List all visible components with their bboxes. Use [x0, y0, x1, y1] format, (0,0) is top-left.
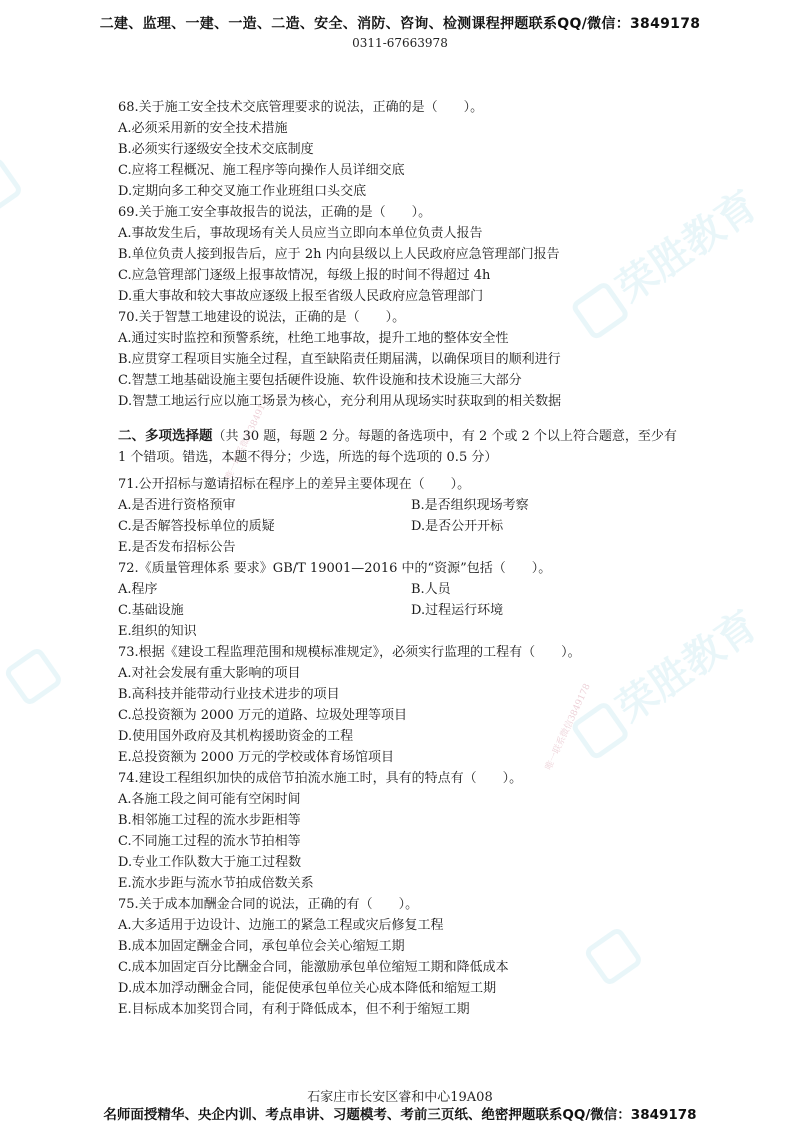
header-promo: 二建、监理、一建、一造、二造、安全、消防、咨询、检测课程押题联系QQ/微信：3849178 — [99, 16, 701, 32]
option: D.定期向多工种交叉施工作业班组口头交底 — [118, 184, 367, 199]
option: C.成本加固定百分比酬金合同，能激励承包单位缩短工期和降低成本 — [118, 960, 509, 975]
question-stem: 68.关于施工安全技术交底管理要求的说法，正确的是（ ）。 — [118, 100, 484, 115]
watermark-side-text: 唯一联系微信3849178 — [543, 682, 593, 772]
option: B.应贯穿工程项目实施全过程，直至缺陷责任期届满，以确保项目的顺利进行 — [118, 352, 561, 367]
option: D.是否公开开标 — [411, 519, 504, 534]
question-stem: 75.关于成本加酬金合同的说法，正确的有（ ）。 — [118, 897, 419, 912]
option: B.成本加固定酬金合同，承包单位会关心缩短工期 — [118, 939, 405, 954]
option: A.事故发生后，事故现场有关人员应当立即向本单位负责人报告 — [118, 226, 483, 241]
option: A.大多适用于边设计、边施工的紧急工程或灾后修复工程 — [118, 918, 444, 933]
option: A.对社会发展有重大影响的项目 — [118, 666, 301, 681]
question-stem: 71.公开招标与邀请招标在程序上的差异主要体现在（ ）。 — [118, 477, 471, 492]
option: A.必须采用新的安全技术措施 — [118, 121, 288, 136]
question-stem: 74.建设工程组织加快的成倍节拍流水施工时，具有的特点有（ ）。 — [118, 771, 523, 786]
option: B.人员 — [411, 582, 451, 597]
option: B.必须实行逐级安全技术交底制度 — [118, 142, 314, 157]
option: E.目标成本加奖罚合同，有利于降低成本，但不利于缩短工期 — [118, 1002, 470, 1017]
option-row — [118, 516, 678, 537]
watermark-logo: 荣胜教育 — [563, 175, 768, 342]
option: A.各施工段之间可能有空闲时间 — [118, 792, 301, 807]
option: B.单位负责人接到报告后，应于 2h 内向县级以上人民政府应急管理部门报告 — [118, 247, 560, 262]
option: E.流水步距与流水节拍成倍数关系 — [118, 876, 314, 891]
option: A.通过实时监控和预警系统，杜绝工地事故，提升工地的整体安全性 — [118, 331, 509, 346]
option-row — [118, 579, 678, 600]
footer-address: 石家庄市长安区睿和中心19A08 — [307, 1090, 493, 1105]
option: A.程序 — [118, 582, 158, 597]
option: D.使用国外政府及其机构援助资金的工程 — [118, 729, 354, 744]
question-stem: 72.《质量管理体系 要求》GB/T 19001—2016 中的“资源”包括（ ）。 — [118, 561, 552, 576]
page-header — [0, 13, 800, 50]
option: A.是否进行资格预审 — [118, 498, 236, 513]
header-phone: 0311-67663978 — [352, 36, 448, 50]
option-row — [118, 495, 678, 516]
option: C.是否解答投标单位的质疑 — [118, 519, 275, 534]
option: E.组织的知识 — [118, 624, 197, 639]
exam-content — [118, 97, 678, 1020]
question-stem: 73.根据《建设工程监理范围和规模标准规定》，必须实行监理的工程有（ ）。 — [118, 645, 581, 660]
section-heading: 二、多项选择题（共 30 题，每题 2 分。每题的备选项中，有 2 个或 2 个以上符合题意，至少有 1 个错项。错选，本题不得分；少选，所选的每个选项的 0.5 分） — [118, 428, 677, 465]
question-stem: 69.关于施工安全事故报告的说法，正确的是（ ）。 — [118, 205, 432, 220]
option: C.应将工程概况、施工程序等向操作人员详细交底 — [118, 163, 405, 178]
option: C.智慧工地基础设施主要包括硬件设施、软件设施和技术设施三大部分 — [118, 373, 522, 388]
option: D.智慧工地运行应以施工场景为核心，充分利用从现场实时获取到的相关数据 — [118, 394, 562, 409]
watermark-side-text: 唯一联系微信3849178 — [223, 392, 273, 482]
option: E.是否发布招标公告 — [118, 540, 236, 555]
option: D.重大事故和较大事故应逐级上报至省级人民政府应急管理部门 — [118, 289, 484, 304]
footer-slogan: 名师面授精华、央企内训、考点串讲、习题模考、考前三页纸、绝密押题联系QQ/微信：3849178 — [103, 1107, 697, 1123]
option-row — [118, 600, 678, 621]
option: B.是否组织现场考察 — [411, 498, 529, 513]
option: C.基础设施 — [118, 603, 184, 618]
option: D.成本加浮动酬金合同，能促使承包单位关心成本降低和缩短工期 — [118, 981, 497, 996]
option: D.专业工作队数大于施工过程数 — [118, 855, 302, 870]
watermark-logo: 荣胜教育 — [563, 595, 768, 762]
option: D.过程运行环境 — [411, 603, 504, 618]
option: C.应急管理部门逐级上报事故情况，每级上报的时间不得超过 4h — [118, 268, 491, 283]
watermark-logo — [1, 640, 69, 707]
option: E.总投资额为 2000 万元的学校或体育场馆项目 — [118, 750, 394, 765]
option: B.高科技并能带动行业技术进步的项目 — [118, 687, 340, 702]
option: C.总投资额为 2000 万元的道路、垃圾处理等项目 — [118, 708, 407, 723]
watermark-logo — [0, 150, 29, 217]
question-stem: 70.关于智慧工地建设的说法，正确的是（ ）。 — [118, 310, 406, 325]
option: B.相邻施工过程的流水步距相等 — [118, 813, 301, 828]
option: C.不同施工过程的流水节拍相等 — [118, 834, 301, 849]
